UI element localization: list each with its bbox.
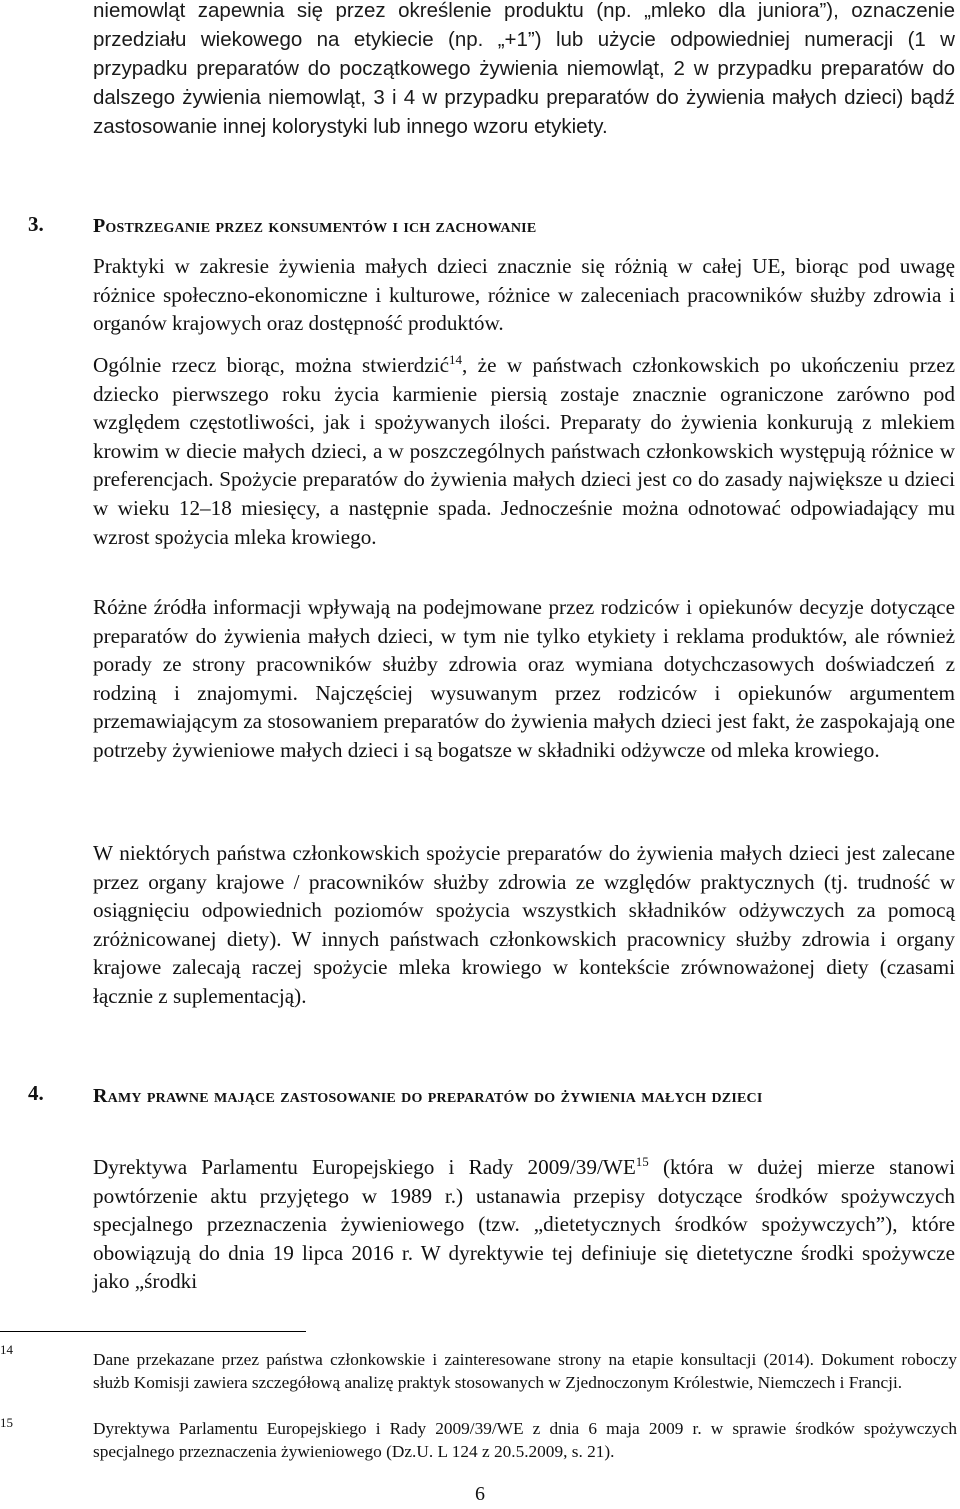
section-3-paragraph-2-start: Ogólnie rzecz biorąc, można stwierdzić <box>93 353 450 377</box>
section-4-paragraph-1 <box>93 1153 955 1296</box>
section-3-paragraph-4: W niektórych państwa członkowskich spożycie preparatów do żywienia małych dzieci jest zalecane przez organy krajowe / pracowników służby zdrowia ze względów praktycznych (tj. trudność w osiągnięciu odpowiednich poziomów spożycia wszystkich składników odżywczych za pomocą zróżnicowanej diety). W innych państwach członkowskich pracownicy służby zdrowia i organy krajowe zalecają raczej spożycie mleka krowiego w kontekście zrównoważonej diety (czasami łącznie z suplementacją). <box>93 841 955 1008</box>
footnote-15-mark: 15 <box>0 1415 13 1430</box>
footnote-separator <box>0 1331 306 1332</box>
section-3-paragraph-2 <box>93 351 955 551</box>
section-4-paragraph-1-rest: (która w dużej mierze stanowi powtórzenie aktu przyjętego w 1989 r.) ustanawia przepisy dotyczące środków spożywczych specjalnego przeznaczenia żywieniowego (tzw. „dietetycznych środków spożywczych”), które obowiązują do dnia 19 lipca 2016 r. W dyrektywie tej definiuje się dietetyczne środki spożywcze jako „środki <box>93 1155 955 1294</box>
section-4-heading: Ramy prawne mające zastosowanie do preparatów do żywienia małych dzieci <box>93 1085 763 1107</box>
section-3-paragraph-1: Praktyki w zakresie żywienia małych dzieci znacznie się różnią w całej UE, biorąc pod uwagę różnice społeczno-ekonomiczne i kulturowe, różnice w zaleceniach pracowników służby zdrowia i organów krajowych oraz dostępność produktów. <box>93 254 955 336</box>
section-4-paragraph-1-start: Dyrektywa Parlamentu Europejskiego i Rady 2009/39/WE <box>93 1155 636 1179</box>
section-4-number: 4. <box>28 1081 44 1105</box>
section-3-paragraph-2-rest: , że w państwach członkowskich po ukończeniu przez dziecko pierwszego roku życia karmienie piersią zostaje znacznie ograniczone zarówno pod względem częstotliwości, jak i spożywanych ilości. Preparaty do żywienia konkurują z mlekiem krowim w diecie małych dzieci, a w poszczególnych państwach członkowskich występują różnice w preferencjach. Spożycie preparatów do żywienia małych dzieci jest co do zasady największe u dzieci w wieku 12–18 miesięcy, a następnie spada. Jednocześnie można odnotować odpowiadający mu wzrost spożycia mleka krowiego. <box>93 353 955 549</box>
section-3-heading: Postrzeganie przez konsumentów i ich zachowanie <box>93 215 537 237</box>
footnote-14-text: Dane przekazane przez państwa członkowskie i zainteresowane strony na etapie konsultacji (2014). Dokument roboczy służb Komisji zawiera szczegółową analizę praktyk stosowanych w Zjednoczonym Królestwie, Niemczech i Francji. <box>93 1350 957 1392</box>
footnote-15-text: Dyrektywa Parlamentu Europejskiego i Rady 2009/39/WE z dnia 6 maja 2009 r. w sprawie środków spożywczych specjalnego przeznaczenia żywieniowego (Dz.U. L 124 z 20.5.2009, s. 21). <box>93 1419 957 1461</box>
section-3-paragraph-3: Różne źródła informacji wpływają na podejmowane przez rodziców i opiekunów decyzje dotyczące preparatów do żywienia małych dzieci, w tym nie tylko etykiety i reklama produktów, ale również porady ze strony pracowników służby zdrowia oraz wymiana dotychczasowych doświadczeń z rodziną i znajomymi. Najczęściej wysuwanym przez rodziców i opiekunów argumentem przemawiającym za stosowaniem preparatów do żywienia małych dzieci jest fakt, że zaspokajają one potrzeby żywieniowe małych dzieci i są bogatsze w składniki odżywcze od mleka krowiego. <box>93 595 955 762</box>
footnote-14-mark: 14 <box>0 1342 13 1357</box>
section-3-number: 3. <box>28 212 44 236</box>
footnote-ref-15: 15 <box>635 1153 649 1169</box>
top-paragraph: niemowląt zapewnia się przez określenie produktu (np. „mleko dla juniora”), oznaczenie przedziału wiekowego na etykiecie (np. „+1”) lub użycie odpowiedniej numeracji (1 w przypadku preparatów do początkowego żywienia niemowląt, 2 w przypadku preparatów do dalszego żywienia niemowląt, 3 i 4 w przypadku preparatów do żywienia małych dzieci) bądź zastosowanie innej kolorystyki lub innego wzoru etykiety. <box>93 0 955 138</box>
page-number: 6 <box>475 1483 485 1505</box>
footnote-ref-14: 14 <box>449 351 463 367</box>
